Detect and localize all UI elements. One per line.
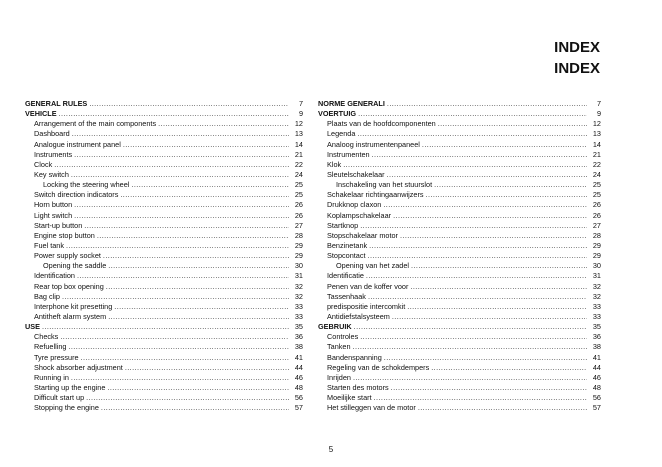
entry-title: Clock [34,159,53,169]
index-entry [25,353,303,363]
entry-page-number: 21 [294,149,303,159]
index-column-left [25,99,303,413]
entry-page-number: 41 [592,352,601,362]
page-title: INDEX [554,39,600,56]
entry-title: predispositie intercomkit [327,301,406,311]
entry-title: Benzinetank [327,240,368,250]
entry-title: Sleutelschakelaar [327,169,385,179]
dot-leader [74,150,289,160]
entry-page-number: 12 [592,119,601,129]
dot-leader [114,302,289,312]
entry-title: GEBRUIK [318,322,352,332]
dot-leader [62,292,289,302]
dot-leader [387,170,587,180]
entry-page-number: 32 [592,291,601,301]
dot-leader [392,312,587,322]
entry-page-number: 26 [294,200,303,210]
index-section-entry [318,322,601,332]
entry-page-number: 33 [294,301,303,311]
entry-page-number: 25 [592,190,601,200]
entry-page-number: 32 [294,291,303,301]
entry-title: Identification [34,271,75,281]
index-entry [318,170,601,180]
index-entry [318,282,601,292]
entry-title: Fuel tank [34,240,65,250]
entry-page-number: 30 [592,261,601,271]
entry-title: Schakelaar richtingaanwijzers [327,190,424,200]
dot-leader [387,99,587,109]
dot-leader [81,353,289,363]
index-section-entry [318,99,601,109]
dot-leader [74,211,289,221]
entry-page-number: 9 [596,109,601,119]
dot-leader [60,332,289,342]
page-number: 5 [328,445,334,454]
index-entry [25,190,303,200]
index-entry [25,312,303,322]
entry-title: Koplampschakelaar [327,210,392,220]
index-entry [25,373,303,383]
entry-title: Instruments [34,149,73,159]
index-entry [25,251,303,261]
index-entry [318,241,601,251]
entry-page-number: 24 [592,169,601,179]
entry-page-number: 27 [592,220,601,230]
entry-page-number: 25 [592,180,601,190]
index-entry [318,403,601,413]
entry-title: Horn button [34,200,73,210]
index-entry [318,271,601,281]
index-entry [25,200,303,210]
index-entry [25,180,303,190]
dot-leader [358,109,587,119]
dot-leader [68,342,289,352]
dot-leader [422,140,587,150]
dot-leader [360,221,587,231]
index-entry [318,342,601,352]
entry-title: Starten des motors [327,382,389,392]
dot-leader [86,393,289,403]
index-entry [25,221,303,231]
entry-page-number: 56 [294,393,303,403]
entry-page-number: 36 [294,332,303,342]
dot-leader [431,363,587,373]
entry-title: Plaats van de hoofdcomponenten [327,119,436,129]
entry-title: Bandenspanning [327,352,382,362]
dot-leader [158,119,289,129]
dot-leader [407,302,587,312]
dot-leader [372,150,587,160]
entry-title: Antitheft alarm system [34,311,107,321]
entry-page-number: 41 [294,352,303,362]
entry-title: Rear top box opening [34,281,104,291]
entry-title: VEHICLE [25,109,57,119]
index-section-entry [25,109,303,119]
index-entry [318,160,601,170]
dot-leader [418,403,587,413]
dot-leader [384,353,587,363]
entry-page-number: 56 [592,393,601,403]
page-title-secondary: INDEX [554,60,600,77]
index-entry [25,393,303,403]
entry-page-number: 13 [592,129,601,139]
entry-title: Tanken [327,342,351,352]
dot-leader [353,342,587,352]
entry-page-number: 12 [294,119,303,129]
entry-title: USE [25,322,41,332]
entry-page-number: 26 [592,200,601,210]
dot-leader [357,129,587,139]
dot-leader [97,231,289,241]
dot-leader [434,180,587,190]
entry-page-number: 33 [592,311,601,321]
entry-title: Analoog instrumentenpaneel [327,139,420,149]
entry-page-number: 33 [294,311,303,321]
entry-title: Opening van het zadel [336,261,410,271]
entry-page-number: 29 [592,240,601,250]
dot-leader [438,119,587,129]
entry-title: Penen van de koffer voor [327,281,409,291]
index-entry [318,211,601,221]
entry-title: Locking the steering wheel [43,180,130,190]
entry-page-number: 27 [294,220,303,230]
entry-page-number: 28 [294,230,303,240]
entry-page-number: 46 [592,372,601,382]
entry-title: Key switch [34,169,69,179]
dot-leader [54,160,289,170]
dot-leader [84,221,289,231]
dot-leader [426,190,587,200]
index-entry [25,261,303,271]
dot-leader [354,322,587,332]
dot-leader [108,312,289,322]
entry-page-number: 32 [592,281,601,291]
index-entry [25,150,303,160]
index-entry [25,363,303,373]
index-entry [25,383,303,393]
entry-title: NORME GENERALI [318,99,385,108]
index-entry [25,160,303,170]
dot-leader [368,292,587,302]
entry-title: Power supply socket [34,251,101,261]
dot-leader [368,251,587,261]
entry-page-number: 26 [294,210,303,220]
entry-title: Het stilleggen van de motor [327,403,416,413]
entry-page-number: 14 [294,139,303,149]
entry-title: Identificatie [327,271,364,281]
entry-page-number: 33 [592,301,601,311]
dot-leader [59,109,289,119]
entry-title: Tassenhaak [327,291,366,301]
dot-leader [374,393,587,403]
entry-page-number: 14 [592,139,601,149]
index-entry [25,170,303,180]
entry-page-number: 44 [592,362,601,372]
entry-title: Klok [327,159,342,169]
dot-leader [353,373,587,383]
dot-leader [411,261,587,271]
index-column-right [318,99,601,413]
entry-title: GENERAL RULES [25,99,88,108]
entry-page-number: 7 [596,99,601,108]
dot-leader [103,251,289,261]
entry-title: Dashboard [34,129,70,139]
index-section-entry [318,109,601,119]
index-entry [25,403,303,413]
entry-title: Switch direction indicators [34,190,119,200]
entry-title: Checks [34,332,59,342]
dot-leader [71,373,289,383]
entry-page-number: 21 [592,149,601,159]
entry-page-number: 29 [294,240,303,250]
index-entry [318,231,601,241]
dot-leader [400,231,587,241]
entry-title: Inschakeling van het stuurslot [336,180,433,190]
index-entry [318,221,601,231]
entry-title: Running in [34,372,69,382]
entry-title: Interphone kit presetting [34,301,113,311]
dot-leader [410,282,587,292]
entry-title: Stopcontact [327,251,366,261]
entry-page-number: 22 [592,159,601,169]
index-entry [318,129,601,139]
entry-page-number: 31 [294,271,303,281]
entry-title: Opening the saddle [43,261,107,271]
dot-leader [77,271,289,281]
entry-title: Start-up button [34,220,83,230]
index-entry [25,231,303,241]
entry-title: Controles [327,332,359,342]
index-entry [318,383,601,393]
entry-page-number: 25 [294,190,303,200]
entry-page-number: 48 [592,382,601,392]
dot-leader [369,241,587,251]
dot-leader [107,383,289,393]
dot-leader [131,180,289,190]
entry-title: Stopping the engine [34,403,99,413]
entry-page-number: 31 [592,271,601,281]
entry-page-number: 35 [592,322,601,332]
dot-leader [391,383,587,393]
entry-page-number: 38 [592,342,601,352]
entry-page-number: 38 [294,342,303,352]
index-entry [318,292,601,302]
entry-page-number: 9 [298,109,303,119]
entry-title: Regeling van de schokdempers [327,362,430,372]
dot-leader [106,282,289,292]
entry-page-number: 32 [294,281,303,291]
index-entry [318,140,601,150]
entry-page-number: 30 [294,261,303,271]
entry-title: Drukknop claxon [327,200,382,210]
dot-leader [393,211,587,221]
entry-page-number: 57 [294,403,303,413]
index-entry [25,241,303,251]
entry-title: Moeilijke start [327,393,372,403]
index-entry [318,180,601,190]
index-entry [318,353,601,363]
index-entry [318,393,601,403]
index-section-entry [25,99,303,109]
index-entry [25,332,303,342]
dot-leader [89,99,289,109]
index-entry [25,282,303,292]
index-entry [318,150,601,160]
dot-leader [366,271,587,281]
entry-title: Light switch [34,210,73,220]
dot-leader [343,160,587,170]
entry-title: VOERTUIG [318,109,357,119]
entry-page-number: 35 [294,322,303,332]
index-entry [25,342,303,352]
entry-page-number: 25 [294,180,303,190]
index-entry [318,190,601,200]
index-entry [318,302,601,312]
entry-page-number: 22 [294,159,303,169]
dot-leader [383,200,587,210]
entry-page-number: 44 [294,362,303,372]
index-entry [318,312,601,322]
entry-title: Arrangement of the main components [34,119,157,129]
entry-page-number: 26 [592,210,601,220]
dot-leader [125,363,289,373]
entry-title: Instrumenten [327,149,370,159]
entry-title: Legenda [327,129,356,139]
index-entry [25,292,303,302]
entry-title: Stopschakelaar motor [327,230,398,240]
entry-page-number: 48 [294,382,303,392]
entry-title: Difficult start up [34,393,85,403]
entry-page-number: 28 [592,230,601,240]
index-section-entry [25,322,303,332]
entry-title: Inrijden [327,372,351,382]
index-entry [25,140,303,150]
entry-title: Starting up the engine [34,382,106,392]
dot-leader [108,261,289,271]
index-entry [318,251,601,261]
dot-leader [360,332,587,342]
index-entry [318,332,601,342]
entry-page-number: 24 [294,169,303,179]
entry-page-number: 29 [592,251,601,261]
entry-page-number: 29 [294,251,303,261]
entry-title: Refuelling [34,342,67,352]
index-entry [25,119,303,129]
entry-page-number: 36 [592,332,601,342]
entry-title: Tyre pressure [34,352,79,362]
index-entry [318,261,601,271]
dot-leader [42,322,289,332]
index-entry [25,302,303,312]
entry-page-number: 46 [294,372,303,382]
dot-leader [120,190,289,200]
entry-page-number: 7 [298,99,303,108]
entry-title: Antidiefstalsysteem [327,311,390,321]
dot-leader [123,140,289,150]
entry-title: Analogue instrument panel [34,139,121,149]
entry-title: Bag clip [34,291,60,301]
entry-title: Shock absorber adjustment [34,362,123,372]
index-entry [25,129,303,139]
dot-leader [101,403,289,413]
entry-title: Engine stop button [34,230,95,240]
dot-leader [72,129,289,139]
index-entry [318,363,601,373]
index-entry [25,211,303,221]
entry-page-number: 13 [294,129,303,139]
entry-page-number: 57 [592,403,601,413]
dot-leader [71,170,289,180]
index-entry [318,200,601,210]
index-entry [318,119,601,129]
dot-leader [74,200,289,210]
index-entry [25,271,303,281]
index-entry [318,373,601,383]
dot-leader [66,241,289,251]
entry-title: Startknop [327,220,359,230]
